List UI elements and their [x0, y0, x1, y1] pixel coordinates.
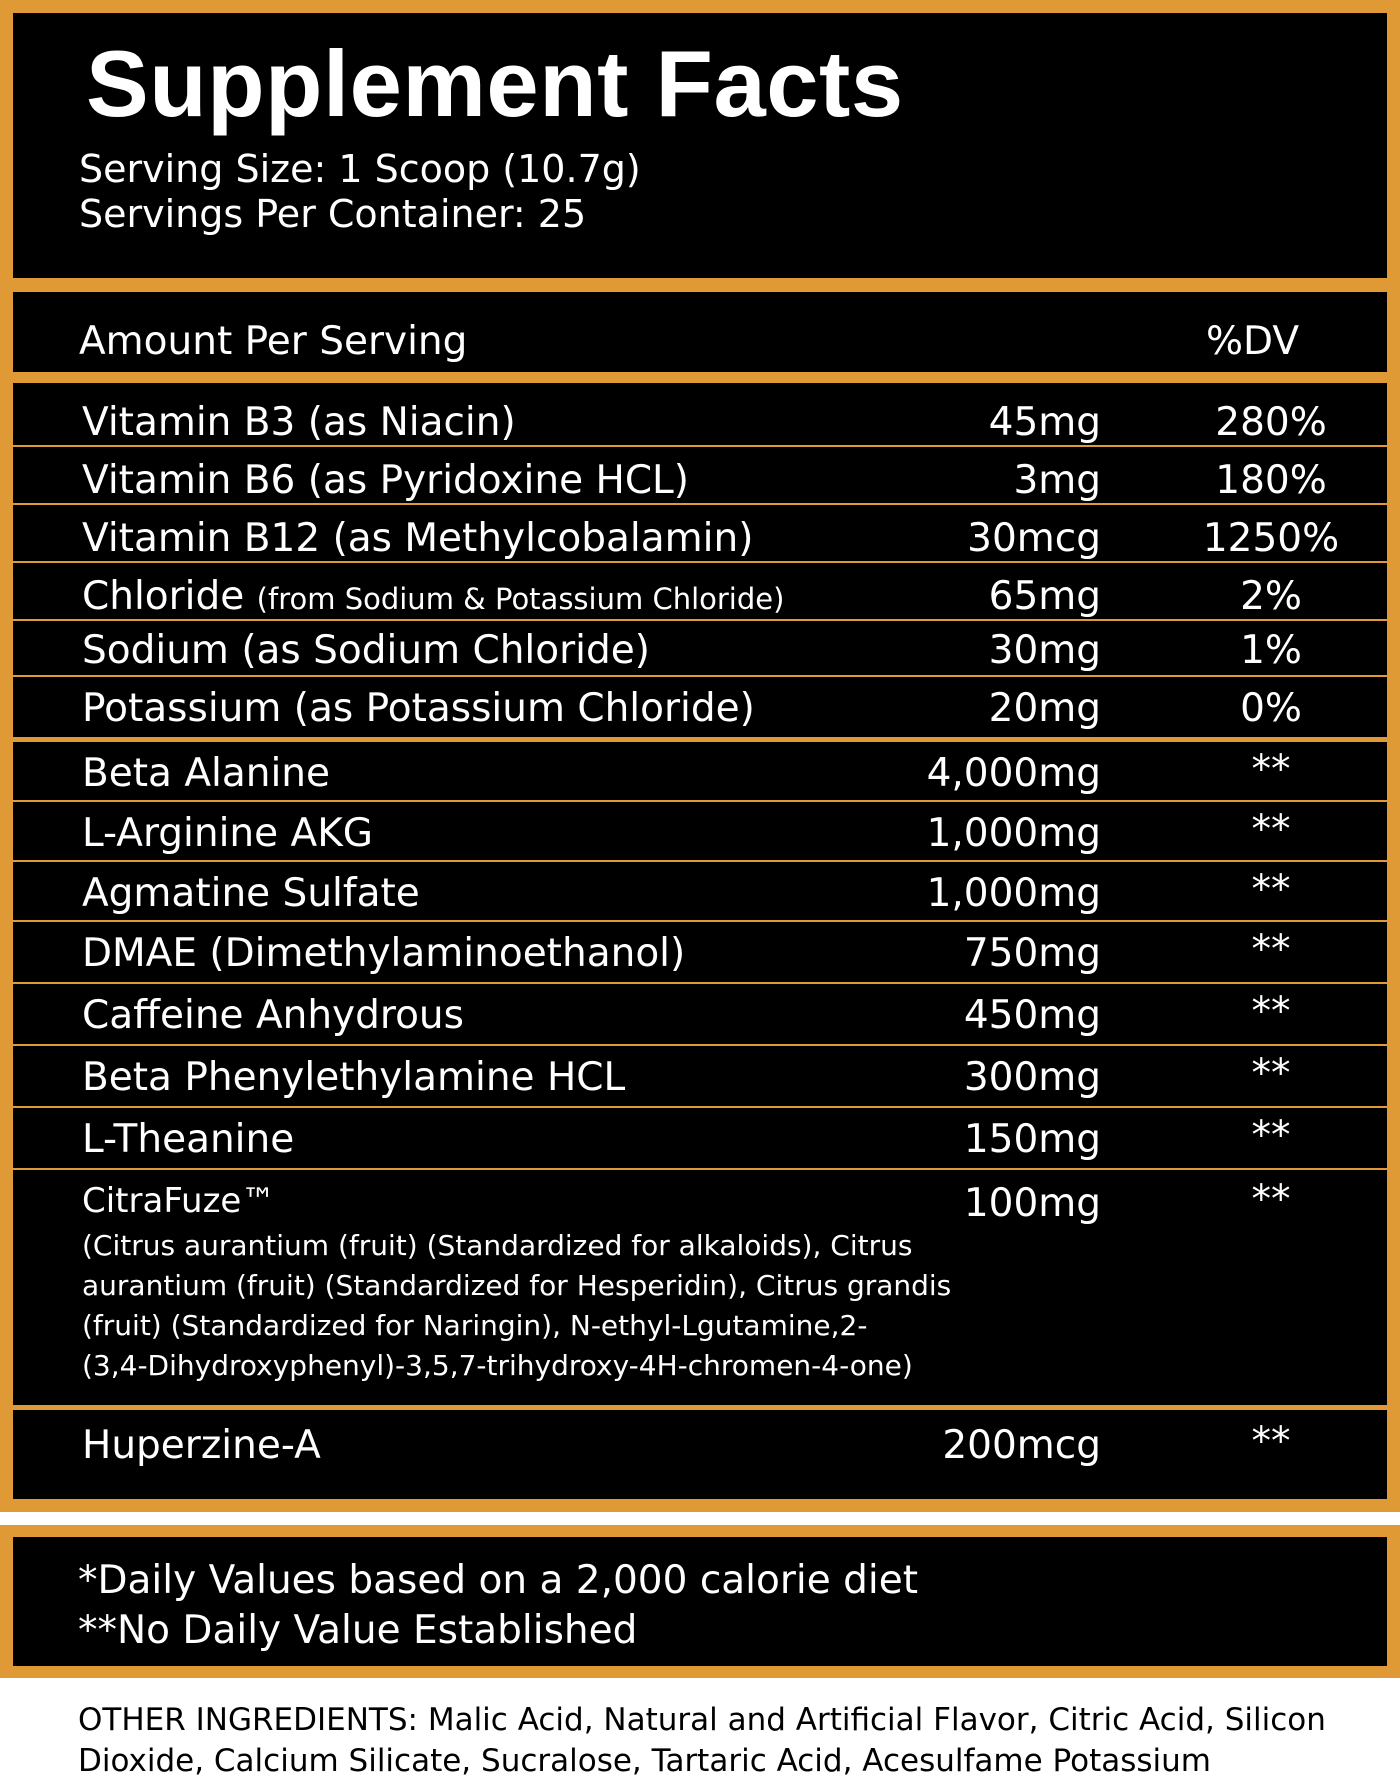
nutrient-table	[0, 372, 1400, 1512]
other-ingredients-label: OTHER INGREDIENTS:	[78, 1702, 418, 1738]
table-row	[13, 563, 1387, 619]
ingredient-name: Agmatine Sulfate	[82, 871, 420, 916]
footnote-daily-values: *Daily Values based on a 2,000 calorie diet	[78, 1558, 919, 1603]
ingredient-dv: **	[1251, 927, 1291, 972]
table-row	[13, 505, 1387, 561]
nutrient-name: Vitamin B3 (as Niacin)	[82, 400, 516, 445]
citrafuze-description: (Citrus aurantium (fruit) (Standardized for alkaloids), Citrus aurantium (fruit) (Standardized for Hesperidin), Citrus grandis (fruit) (Standardized for Naringin), N-ethyl-Lgutamine,2- (3,4-Dihydroxyphenyl)-3,5,7-trihydroxy-4H-chromen-4-one)	[82, 1229, 952, 1382]
ingredient-name: Huperzine-A	[82, 1423, 321, 1468]
ingredient-amount: 150mg	[963, 1117, 1101, 1162]
nutrient-name-main: Chloride	[82, 574, 245, 619]
nutrient-name-note: (from Sodium & Potassium Chloride)	[256, 582, 785, 616]
ingredient-dv: **	[1251, 1113, 1291, 1158]
serving-size: Serving Size: 1 Scoop (10.7g)	[79, 147, 641, 191]
column-header-bar	[0, 278, 1400, 372]
nutrient-amount: 45mg	[988, 400, 1101, 445]
servings-per-container: Servings Per Container: 25	[79, 192, 587, 236]
ingredient-amount: 450mg	[963, 993, 1101, 1038]
supplement-facts-header	[0, 0, 1400, 278]
table-row	[13, 383, 1387, 445]
nutrient-name: Vitamin B12 (as Methylcobalamin)	[82, 516, 754, 561]
table-row	[13, 1410, 1387, 1480]
ingredient-dv: **	[1251, 867, 1291, 912]
ingredient-amount: 300mg	[963, 1055, 1101, 1100]
table-row	[13, 802, 1387, 860]
table-row	[13, 1046, 1387, 1106]
ingredient-amount: 200mcg	[942, 1423, 1101, 1468]
footnote-no-dv: **No Daily Value Established	[78, 1608, 638, 1653]
nutrient-dv: 1250%	[1202, 516, 1340, 561]
nutrient-dv: 180%	[1215, 458, 1327, 503]
nutrient-name: Vitamin B6 (as Pyridoxine HCL)	[82, 458, 689, 503]
table-row	[13, 862, 1387, 920]
ingredient-dv: **	[1251, 1419, 1291, 1464]
amount-per-serving-label: Amount Per Serving	[79, 319, 468, 364]
ingredient-dv: **	[1251, 1177, 1291, 1222]
page-title: Supplement Facts	[86, 31, 904, 136]
nutrient-name: Potassium (as Potassium Chloride)	[82, 686, 755, 731]
nutrient-amount: 65mg	[988, 574, 1101, 619]
other-ingredients	[78, 1700, 1398, 1782]
nutrient-dv: 1%	[1240, 628, 1302, 673]
dv-column-label: %DV	[1206, 319, 1300, 364]
ingredient-dv: **	[1251, 807, 1291, 852]
table-row	[13, 621, 1387, 675]
table-row	[13, 447, 1387, 503]
ingredient-amount: 4,000mg	[926, 751, 1101, 796]
ingredient-name: Beta Alanine	[82, 751, 331, 796]
ingredient-dv: **	[1251, 747, 1291, 792]
ingredient-amount: 750mg	[963, 931, 1101, 976]
other-ingredients-text: Malic Acid, Natural and Artificial Flavor, Citric Acid, Silicon Dioxide, Calcium Silicate, Sucralose, Tartaric Acid, Acesulfame Potassium	[78, 1702, 1326, 1779]
table-row	[13, 742, 1387, 800]
table-row	[13, 677, 1387, 737]
ingredient-amount: 1,000mg	[926, 811, 1101, 856]
footnotes-panel	[0, 1525, 1400, 1678]
nutrient-name: Sodium (as Sodium Chloride)	[82, 628, 650, 673]
ingredient-name: L-Theanine	[82, 1117, 295, 1162]
nutrient-amount: 20mg	[988, 686, 1101, 731]
ingredient-name: L-Arginine AKG	[82, 811, 374, 856]
nutrient-name	[82, 574, 785, 619]
nutrient-dv: 280%	[1215, 400, 1327, 445]
table-row	[13, 922, 1387, 982]
ingredient-name: Beta Phenylethylamine HCL	[82, 1055, 626, 1100]
nutrient-amount: 30mg	[988, 628, 1101, 673]
ingredient-amount: 100mg	[963, 1181, 1101, 1226]
ingredient-amount: 1,000mg	[926, 871, 1101, 916]
ingredient-name: DMAE (Dimethylaminoethanol)	[82, 931, 686, 976]
ingredient-name: CitraFuze™	[82, 1181, 276, 1221]
nutrient-amount: 3mg	[1013, 458, 1101, 503]
table-row	[13, 984, 1387, 1044]
ingredient-name: Caffeine Anhydrous	[82, 993, 464, 1038]
nutrient-dv: 0%	[1240, 686, 1302, 731]
nutrient-amount: 30mcg	[967, 516, 1101, 561]
ingredient-dv: **	[1251, 1051, 1291, 1096]
ingredient-dv: **	[1251, 989, 1291, 1034]
table-row-citrafuze	[13, 1170, 1387, 1405]
table-row	[13, 1108, 1387, 1168]
nutrient-dv: 2%	[1240, 574, 1302, 619]
